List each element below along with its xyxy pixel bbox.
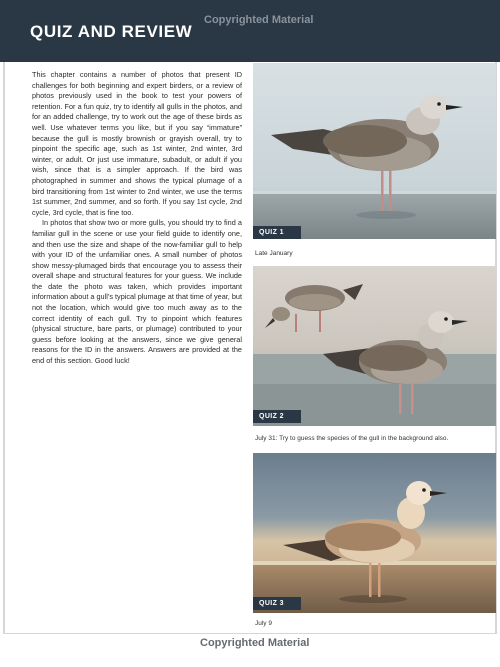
quiz-1-label: QUIZ 1 bbox=[253, 226, 301, 239]
gull-photo-icon bbox=[253, 453, 496, 613]
intro-paragraph-2: In photos that show two or more gulls, you should try to find a familiar gull in the scene or use your field guide to identify one, and then use the size and shape of the now-familiar gull to help with your ID of the unfamiliar ones. A small number of photos show messy-plumaged birds that encourage you to assess their overall shape and structural features for your guess. We include the date the photo was taken, which provides important information about a gull’s typical plumage at that time of year, but not the location, which would give too much away as to the correct identity of each gull. Try to pinpoint which features (physical structure, bare parts, or plumage) contributed to your guess before looking at the answers, since we give general reasons for the ID in the answers. Answers are provided at the end of this section. Good luck! bbox=[32, 218, 242, 366]
intro-text bbox=[32, 70, 242, 367]
quiz-2-photo bbox=[253, 266, 496, 426]
quiz-2-label: QUIZ 2 bbox=[253, 410, 301, 423]
quiz-3-photo bbox=[253, 453, 496, 613]
page-frame-left bbox=[3, 62, 5, 634]
quiz-1-photo bbox=[253, 63, 496, 239]
intro-paragraph-1: This chapter contains a number of photos that present ID challenges for both beginning and expert birders, or a review of photos previously used in the book to test your powers of retention. For a fun quiz, try to identify all gulls in the photos, and for an added challenge, try to work out the age of these birds as well. Use whatever terms you like, but if you say “immature” because the gull is mostly brownish or grayish overall, try to pinpoint the specific age, such as 1st winter, 2nd winter, 3rd winter, or adult. Or just use immature, subadult, or adult if you wish, since that is a simpler approach. If the bird was photographed in summer and shows the typical plumage of a bird transitioning from 1st winter to 2nd winter, we use the terms 1st summer, 2nd summer, and so forth. If you say 1st cycle, 2nd cycle, 3rd cycle, that is fine too. bbox=[32, 70, 242, 217]
page-frame-bottom bbox=[3, 633, 497, 634]
watermark-bottom: Copyrighted Material bbox=[200, 637, 310, 649]
header-bar bbox=[0, 0, 500, 62]
section-title: QUIZ AND REVIEW bbox=[30, 22, 193, 41]
watermark-top: Copyrighted Material bbox=[204, 14, 314, 26]
gull-photo-icon bbox=[253, 266, 496, 426]
gull-photo-icon bbox=[253, 63, 496, 239]
quiz-3-label: QUIZ 3 bbox=[253, 597, 301, 610]
quiz-1-caption: Late January bbox=[255, 250, 293, 257]
quiz-2-caption: July 31: Try to guess the species of the gull in the background also. bbox=[255, 435, 449, 442]
quiz-3-caption: July 9 bbox=[255, 620, 272, 627]
